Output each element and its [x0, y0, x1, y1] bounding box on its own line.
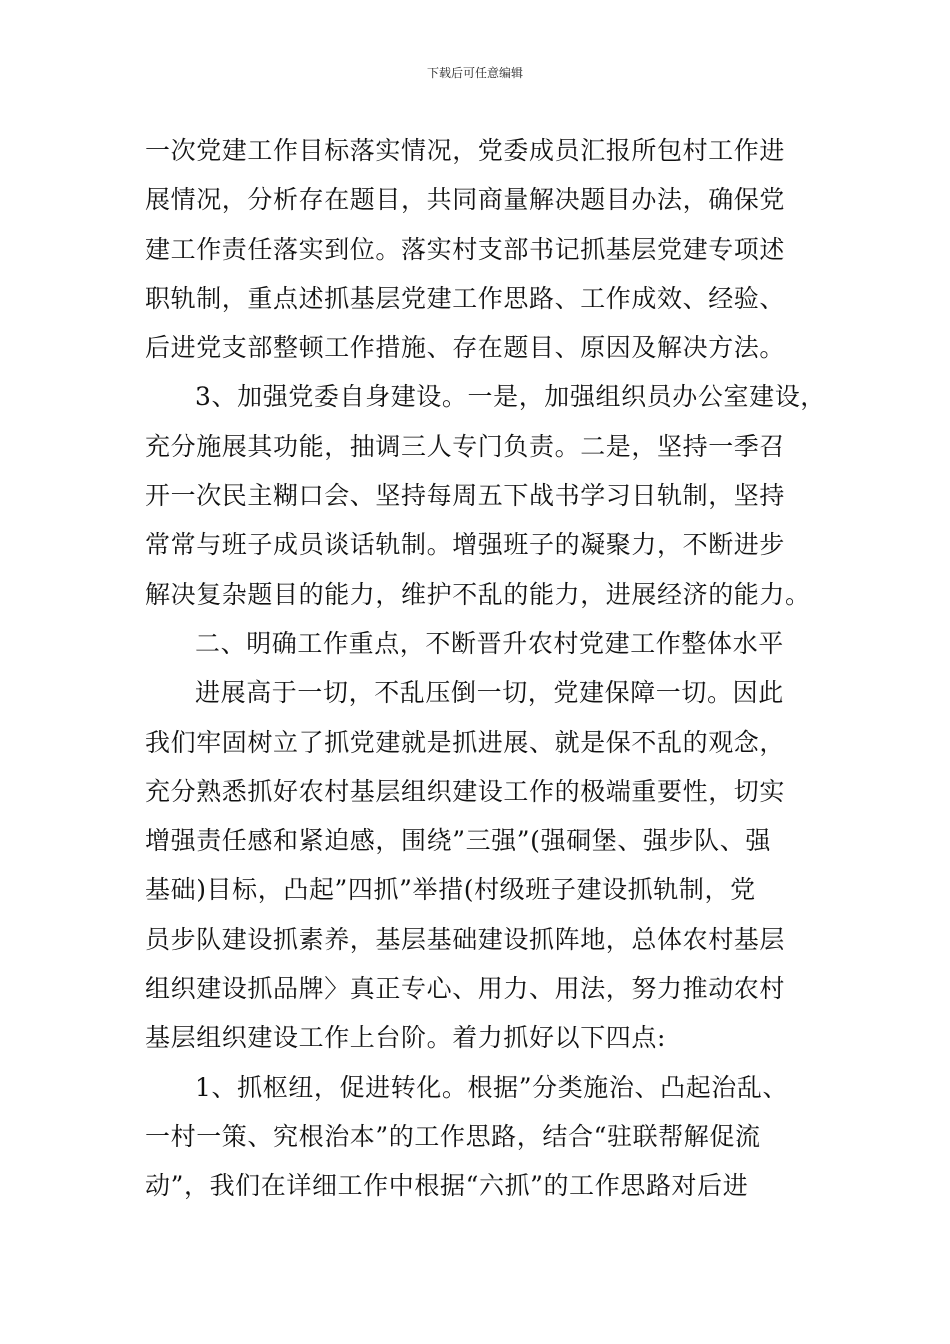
text-line-8: 开一次民主糊口会、坚持每周五下战书学习日轨制，坚持 — [145, 481, 786, 511]
text-line-17: 员步队建设抓素养，基层基础建设抓阵地，总体农村基层 — [145, 924, 786, 954]
text-line-7: 充分施展其功能，抽调三人专门负责。二是，坚持一季召 — [145, 431, 786, 461]
text-line-1: 一次党建工作目标落实情况，党委成员汇报所包村工作进 — [145, 136, 786, 165]
document-body — [145, 126, 826, 1211]
text-line-12: 进展高于一切，不乱压倒一切，党建保障一切。因此 — [195, 678, 784, 708]
text-line-14: 充分熟悉抓好农村基层组织建设工作的极端重要性，切实 — [145, 776, 786, 806]
text-line-20: 1、抓枢纽，促进转化。根据”分类施治、凸起治乱、 — [195, 1072, 789, 1102]
text-line-10: 解决复杂题目的能力，维护不乱的能力，进展经济的能力。 — [145, 579, 811, 609]
text-line-13: 我们牢固树立了抓党建就是抓进展、就是保不乱的观念， — [145, 727, 786, 757]
text-line-11: 二、明确工作重点，不断晋升农村党建工作整体水平 — [195, 628, 784, 658]
text-line-15: 增强责任感和紧迫感，围绕”三强”(强硐堡、强步队、强 — [145, 826, 771, 856]
text-line-3: 建工作责任落实到位。落实村支部书记抓基层党建专项述 — [145, 234, 786, 264]
text-line-16: 基础)目标，凸起”四抓”举措(村级班子建设抓轨制，党 — [145, 875, 756, 905]
text-line-9: 常常与班子成员谈话轨制。增强班子的凝聚力，不断进步 — [145, 530, 786, 560]
text-line-6: 3、加强党委自身建设。一是，加强组织员办公室建设， — [195, 382, 826, 412]
page-header: 下载后可任意编辑 — [426, 66, 523, 80]
text-line-18: 组织建设抓品牌〉真正专心、用力、用法，努力推动农村 — [145, 974, 786, 1004]
text-line-19: 基层组织建设工作上台阶。着力抓好以下四点: — [145, 1023, 667, 1053]
text-line-5: 后进党支部整顿工作措施、存在题目、原因及解决方法。 — [145, 333, 786, 363]
text-line-21: 一村一策、究根治本”的工作思路，结合“驻联帮解促流 — [145, 1121, 761, 1151]
text-line-2: 展情况，分析存在题目，共同商量解决题目办法，确保党 — [145, 185, 786, 215]
text-line-22: 动”，我们在详细工作中根据“六抓”的工作思路对后进 — [145, 1171, 749, 1201]
text-line-4: 职轨制，重点述抓基层党建工作思路、工作成效、经验、 — [145, 283, 786, 313]
